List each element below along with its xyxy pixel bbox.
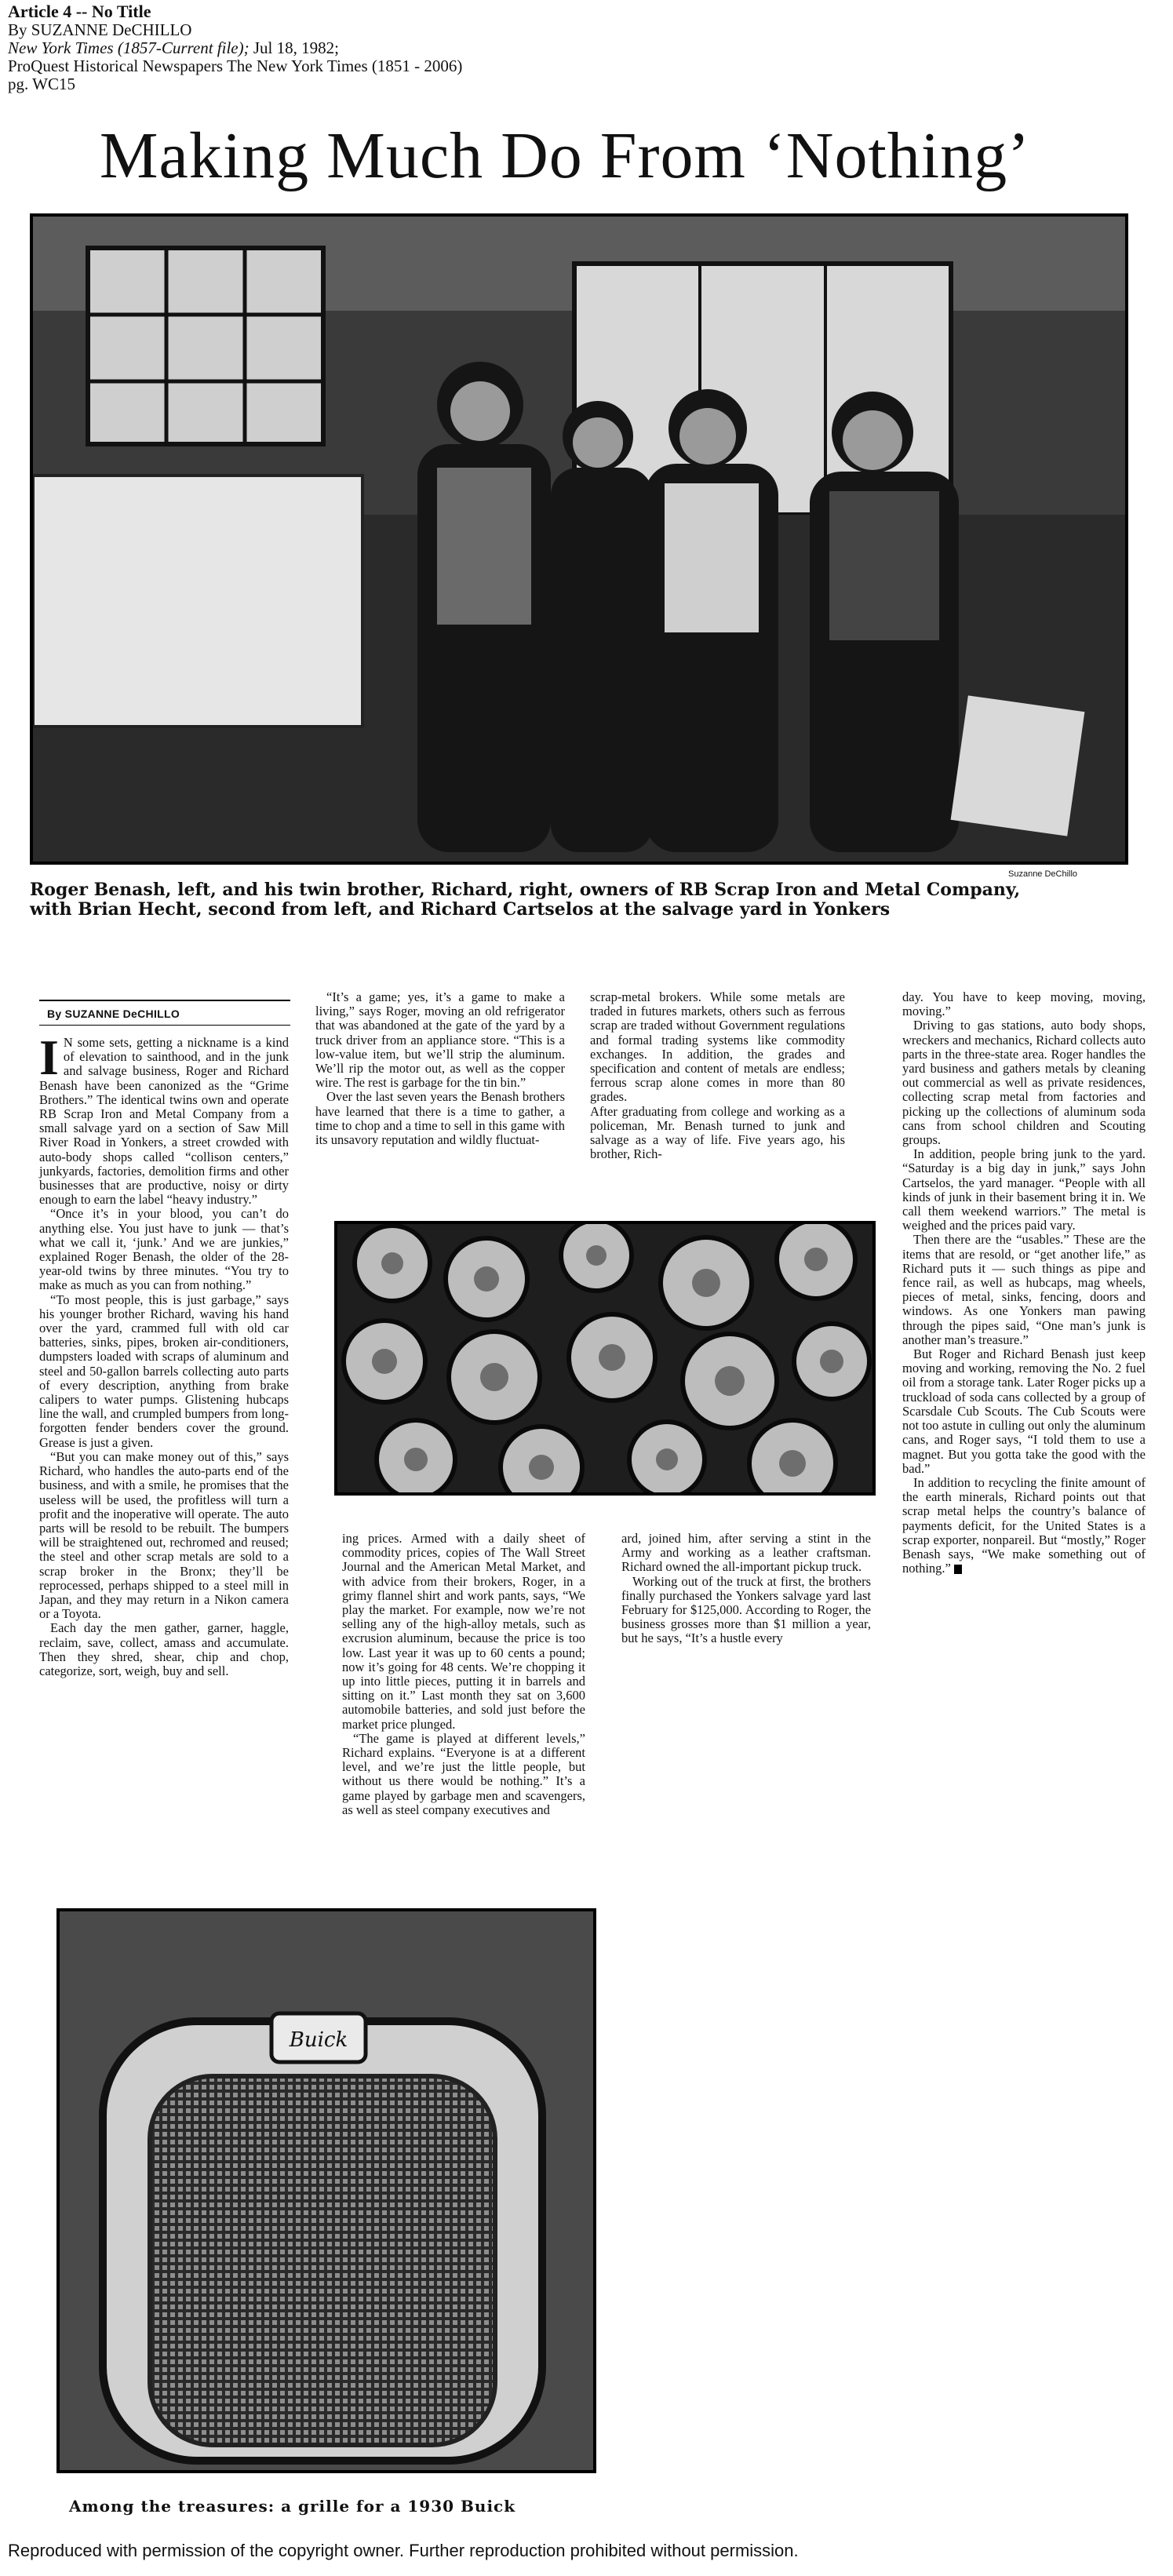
paragraph: In addition to recycling the finite amount of the earth minerals, Richard points out that scrap metal helps the country’s balance of payments deficit, for the United States is a scrap exporter, nonpareil. But “mostly,” Roger Benash says, “We make something out of nothing.”	[902, 1474, 1146, 1576]
end-mark-icon	[954, 1565, 962, 1574]
paragraph: ard, joined him, after serving a stint in the Army and working as a leather craftsman. Richard owned the all-important pickup truck.	[621, 1531, 871, 1575]
byline-rule-bottom	[39, 1025, 290, 1026]
photo-salvage-yard-owners	[30, 213, 1128, 865]
photo-caption-line-1: Roger Benash, left, and his twin brother, Richard, right, owners of RB Scrap Iron and Metal Company,	[30, 880, 1021, 900]
article-title: Article 4 -- No Title	[8, 2, 151, 21]
paragraph: ing prices. Armed with a daily sheet of commodity prices, copies of The Wall Street Journal and the American Metal Market, and with advice from their brokers, Roger, in a grimy flannel shirt and work pants, says, “We play the market. For example, now we’re not selling any of the high-alloy metals, such as excrusion aluminum, because the price is too low. Last year it was up to 60 cents a pound; now it’s going for 48 cents. We’re chopping it up into little pieces, putting it in barrels and sitting on it.” Last month they sat on 3,600 automobile batteries, and sold just before the market price plunged.	[342, 1531, 585, 1732]
source-name: New York Times (1857-Current file);	[8, 38, 250, 57]
photo-caption-line-2: with Brian Hecht, second from left, and Richard Cartselos at the salvage yard in Yonkers	[30, 899, 891, 920]
photo-buick-grille	[56, 1908, 596, 2473]
paragraph: “It’s a game; yes, it’s a game to make a living,” says Roger, moving an old refrigerator that was abandoned at the gate of the yard by a truck driver from an appliance store. “This is a low-value item, but we’ll strip the aluminum. We’ll rip the motor out, as well as the copper wire. The rest is garbage for the tin bin.”	[315, 989, 565, 1091]
paragraph: But Roger and Richard Benash just keep moving and working, removing the No. 2 fuel oil from a storage tank. Later Roger picks up a truckload of soda cans collected by a group of Scarsdale Cub Scouts. The Cub Scouts were not too astute in culling out only the aluminum cans, and Roger says, “I told them to use a magnet. But you gotta take the good with the bad.”	[902, 1346, 1146, 1476]
paragraph: “The game is played at different levels,” Richard explains. “Everyone is at a different level, and we’re just the little people, but without us there would be nothing.” It’s a game played by garbage men and scavengers, as well as steel company executives and	[342, 1730, 585, 1817]
photo-owners-illustration	[33, 217, 1125, 862]
photo-grille-illustration	[60, 1911, 593, 2470]
drop-cap: I	[39, 1029, 59, 1085]
paragraph: Over the last seven years the Benash brothers have learned that there is a time to gather, a time to chop and a time to sell in this game with its unsavory reputation and wildly fluctuat-	[315, 1089, 565, 1148]
paragraph: day. You have to keep moving, moving, moving.”	[902, 989, 1146, 1019]
headline: Making Much Do From ‘Nothing’	[99, 119, 1031, 192]
paragraph: scrap-metal brokers. While some metals are traded in futures markets, others such as ferrous scrap are traded without Government regulations and formal trading systems like commodity exchanges. In addition, the grades and specification and content of metals are endless; ferrous scrap alone comes in more than 80 grades.	[590, 989, 845, 1105]
source-line	[8, 39, 339, 56]
buick-badge: Buick	[289, 2028, 348, 2052]
photo-caption	[30, 880, 1136, 920]
column-3-top	[590, 990, 845, 1161]
byline-rule	[39, 1000, 290, 1001]
photo-grille-caption: Among the treasures: a grille for a 1930 Buick	[69, 2497, 516, 2516]
paragraph: Driving to gas stations, auto body shops, wreckers and mechanics, Richard collects auto parts in the three-state area. Roger handles the yard business and gathers metals by cleaning out commercial as well as private residences, collecting scrap metal from factories and picking up the collections of aluminum soda cans from school children and Scouting groups.	[902, 1018, 1146, 1148]
paragraph: “To most people, this is just garbage,” says his younger brother Richard, waving his hand over the yard, crammed full with old car batteries, sinks, pipes, broken air-conditioners, dumpsters loaded with scraps of aluminum and steel and 50-gallon barrels collecting auto parts of every description, anything from brake calipers to water pumps. Glistening hubcaps line the wall, and crumpled bumpers from long-forgotten fender benders cover the ground. Grease is just a given.	[39, 1292, 289, 1450]
paragraph: In addition, people bring junk to the yard. “Saturday is a big day in junk,” says John Cartselos, the yard manager. “People with all kinds of junk in their basement bring it in. We call them weekend warriors.” The metal is weighed and the prices paid vary.	[902, 1146, 1146, 1233]
article-byline: By SUZANNE DeCHILLO	[8, 20, 192, 39]
paragraph: After graduating from college and working as a policeman, Mr. Benash turned to junk and salvage as a way of life. Five years ago, his brother, Rich-	[590, 1103, 845, 1162]
paragraph: Working out of the truck at first, the brothers finally purchased the Yonkers salvage yard last February for $125,000. According to Roger, the business grosses more than $1 million a year, but he says, “It’s a hustle every	[621, 1573, 871, 1646]
page-number: pg. WC15	[8, 75, 75, 93]
column-4	[902, 990, 1146, 1576]
paragraph: Then there are the “usables.” These are the items that are resold, or “get another life,” as Richard puts it — such things as pipe and fence rail, as well as hubcaps, mag wheels, pieces of metal, sinks, fencing, doors and windows. As one Yonkers man pawing through the pipes said, “One man’s junk is another man’s treasure.”	[902, 1232, 1146, 1347]
column-1	[39, 1029, 289, 1678]
article-byline-small: By SUZANNE DeCHILLO	[47, 1007, 180, 1020]
column-2-bottom	[342, 1532, 585, 1817]
column-2-top	[315, 990, 565, 1147]
paragraph: “But you can make money out of this,” says Richard, who handles the auto-parts end of the business, and with a smile, he promises that the useless will be used, the profitless will turn a profit and the inoperative will operate. The auto parts will be resold to be rebuilt. The bumpers will be straightened out, rechromed and reused; the steel and other scrap metals are sold to a scrap broker in the Bronx; they’ll be reprocessed, perhaps shipped to a steel mill in Japan, and they may return in a Nikon camera or a Toyota.	[39, 1448, 289, 1622]
archive-line: ProQuest Historical Newspapers The New York Times (1851 - 2006)	[8, 56, 463, 75]
photo-hubcaps	[334, 1221, 876, 1496]
paragraph: “Once it’s in your blood, you can’t do anything else. You just have to junk — that’s what we call it, ‘junk.’ And we are junkies,” explained Roger Benash, the older of the 28-year-old twins by three minutes. “You try to make as much as you can from nothing.”	[39, 1206, 289, 1293]
paragraph: Each day the men gather, garner, haggle, reclaim, save, collect, amass and accumulate. Then they shred, shear, chip and chop, categorize, sort, weigh, buy and sell.	[39, 1620, 289, 1678]
source-date: Jul 18, 1982;	[249, 38, 339, 57]
paragraph: I N some sets, getting a nickname is a kind of elevation to sainthood, and in the junk and salvage business, Roger and Richard Benash have been canonized as the “Grime Brothers.” The identical twins own and operate RB Scrap Iron and Metal Company from a small salvage yard on a section of Saw Mill River Road in Yonkers, a street crowded with auto-body shops called “collison centers,” junkyards, factories, demolition firms and other businesses that are productive, noisy or dirty enough to earn the label “heavy industry.”	[39, 1029, 289, 1208]
copyright-footer: Reproduced with permission of the copyright owner. Further reproduction prohibited without permission.	[8, 2541, 799, 2560]
column-3-bottom	[621, 1532, 871, 1646]
photo-credit: Suzanne DeChillo	[1008, 869, 1078, 879]
photo-hubcaps-illustration	[337, 1224, 872, 1492]
